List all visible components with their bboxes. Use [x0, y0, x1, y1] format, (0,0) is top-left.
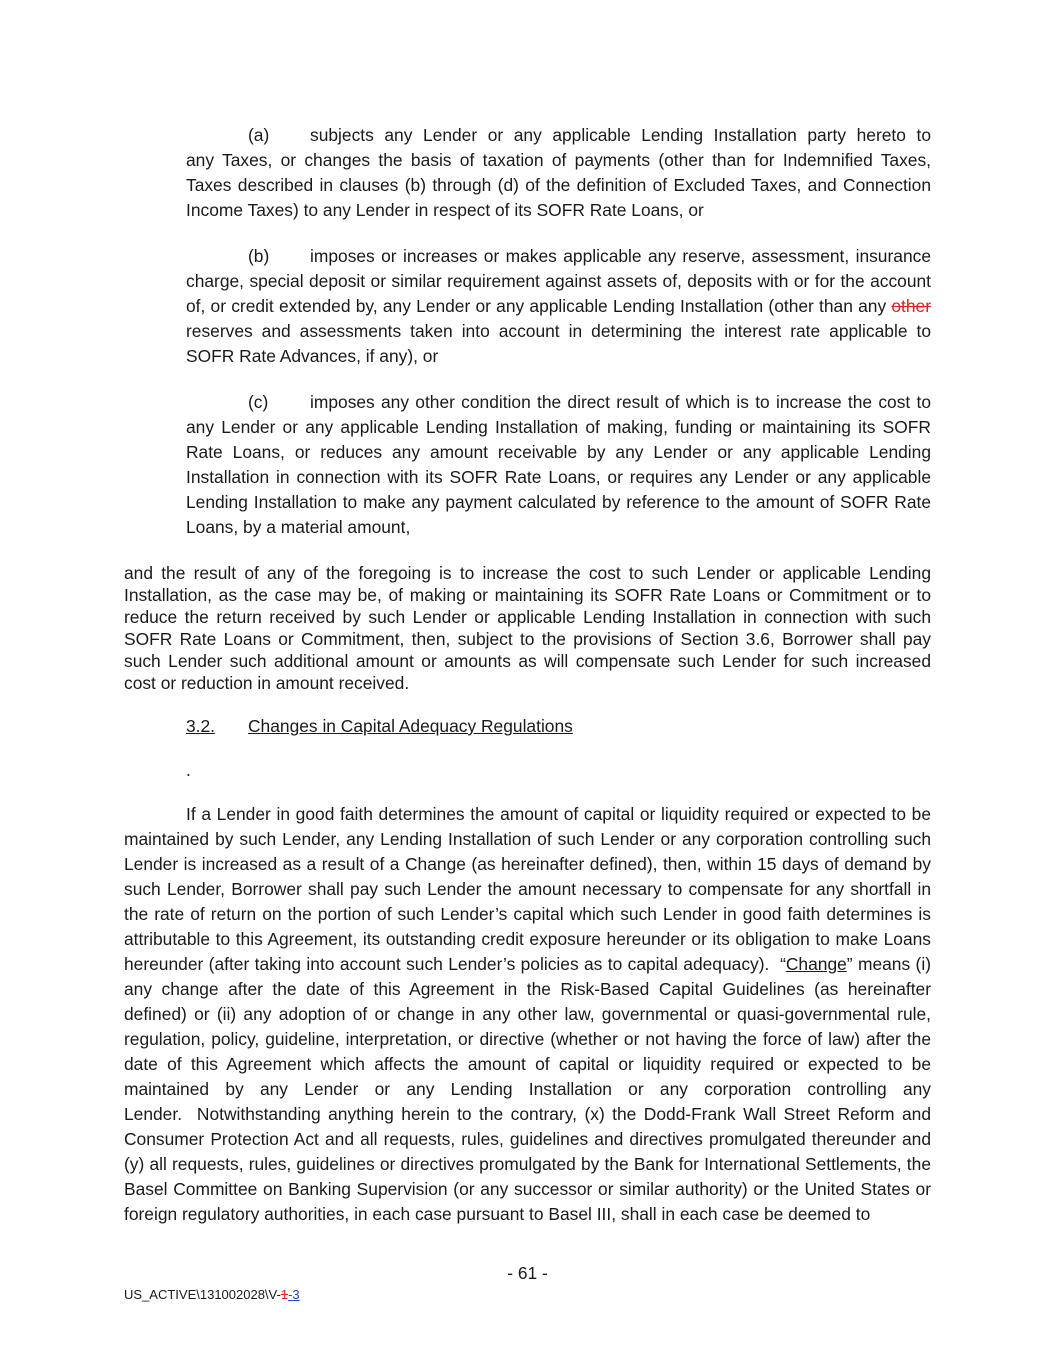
clause-a-text: any Taxes, or changes the basis of taxation of payments (other than for Indemnified Taxes, Taxes described in clauses (b) through (d) of the definition of Excluded Taxes, and Connection Income Taxes) to any Lender in respect of its SOFR Rate Loans, or — [186, 150, 931, 220]
document-id — [124, 1286, 300, 1304]
section-heading — [186, 714, 573, 739]
clause-c — [186, 390, 931, 540]
capital-text-before: If a Lender in good faith determines the amount of capital or liquidity required or expected to be maintained by such Lender, any Lending Installation of such Lender or any corporation controlling such Lender is increased as a result of a Change (as hereinafter defined), then, within 15 days of demand by such Lender, Borrower shall pay such Lender the amount necessary to compensate for any shortfall in the rate of return on the portion of such Lender’s capital which such Lender in good faith determines is attributable to this Agreement, its outstanding credit exposure hereunder or its obligation to make Loans hereunder (after taking into account such Lender’s policies as to capital adequacy). “ — [124, 804, 931, 974]
clause-a — [186, 123, 931, 223]
defined-term-change: Change — [785, 954, 847, 974]
clause-a-label: (a) — [248, 125, 270, 145]
clause-b-text-before: imposes or increases or makes applicable any reserve, assessment, insurance charge, special deposit or similar requirement against assets of, deposits with or for the account of, or credit extended by, any Lender or any applicable Lending Installation (other than any — [186, 246, 931, 316]
clause-c-label: (c) — [248, 392, 269, 412]
doc-id-deleted-version: 1 — [280, 1287, 289, 1302]
capital-text-after: ” means (i) any change after the date of this Agreement in the Risk-Based Capital Guidelines (as hereinafter defined) or (ii) any adoption of or change in any other law, governmental or quasi-governmental rule, regulation, policy, guideline, interpretation, or directive (whether or not having the force of law) after the date of this Agreement which affects the amount of capital or liquidity required or expected to be maintained by any Lender or any Lending Installation or any corporation controlling any Lender. Notwithstanding anything herein to the contrary, (x) the Dodd-Frank Wall Street Reform and Consumer Protection Act and all requests, rules, guidelines and directives promulgated thereunder and (y) all requests, rules, guidelines or directives promulgated by the Bank for International Settlements, the Basel Committee on Banking Supervision (or any successor or similar authority) or the United States or foreign regulatory authorities, in each case pursuant to Basel III, shall in each case be deemed to — [124, 954, 931, 1224]
clause-a-first-line: subjects any Lender or any applicable Lending Installation party hereto to — [310, 125, 931, 145]
clause-c-text: imposes any other condition the direct result of which is to increase the cost to any Lender or any applicable Lending Installation of making, funding or maintaining its SOFR Rate Loans, or reduces any amount receivable by any Lender or any applicable Lending Installation in connection with its SOFR Rate Loans, or requires any Lender or any applicable Lending Installation to make any payment calculated by reference to the amount of SOFR Rate Loans, by a material amount, — [186, 392, 931, 537]
doc-id-inserted-version: -3 — [288, 1287, 300, 1302]
page-number: - 61 - — [507, 1263, 548, 1283]
closing-paragraph: and the result of any of the foregoing is to increase the cost to such Lender or applicable Lending Installation, as the case may be, of making or maintaining its SOFR Rate Loans or Commitment or to reduce the return received by such Lender or applicable Lending Installation in connection with such SOFR Rate Loans or Commitment, then, subject to the provisions of Section 3.6, Borrower shall pay such Lender such additional amount or amounts as will compensate such Lender for such increased cost or reduction in amount received. — [124, 563, 931, 693]
deleted-text: other — [891, 296, 931, 316]
capital-adequacy-paragraph — [124, 802, 931, 1227]
section-title: Changes in Capital Adequacy Regulations — [248, 716, 573, 736]
stray-period: . — [186, 760, 191, 780]
section-number: 3.2. — [186, 716, 216, 736]
doc-id-prefix: US_ACTIVE\131002028\V- — [124, 1287, 281, 1302]
clause-b-text-after: reserves and assessments taken into account in determining the interest rate applicable to SOFR Rate Advances, if any), or — [186, 321, 931, 366]
clause-b — [186, 244, 931, 369]
clause-b-label: (b) — [248, 246, 270, 266]
